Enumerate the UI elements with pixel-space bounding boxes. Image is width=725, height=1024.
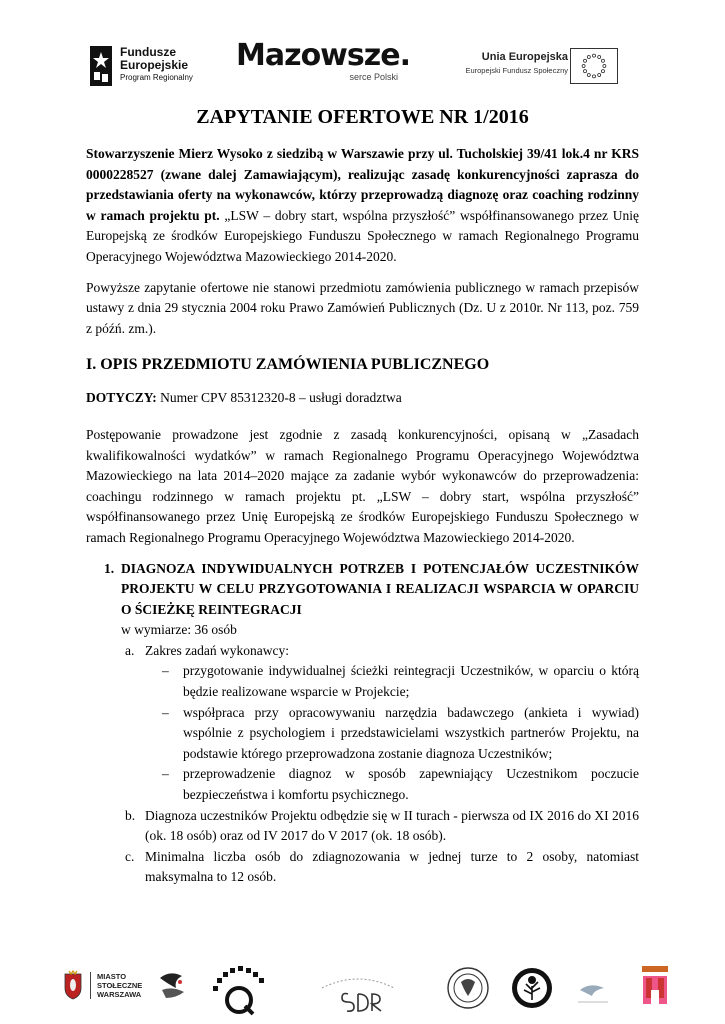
task-item <box>158 703 639 765</box>
unia-europejska-logo <box>462 48 644 88</box>
task-item <box>158 661 639 702</box>
sub-item-text: Diagnoza uczestników Projektu odbędzie się w II turach - pierwsza od IX 2016 do XI 2016 (ok. 18 osób) oraz od IV 2017 do V 2017 (ok. 18 osób). <box>145 807 639 844</box>
mazowsze-title: Mazowsze. <box>236 38 410 73</box>
fe-line1: Fundusze <box>120 45 176 59</box>
mazowsze-subtitle: serce Polski <box>349 72 398 82</box>
footer-logos <box>60 964 680 1020</box>
task-dash: – <box>162 663 169 679</box>
document-title: ZAPYTANIE OFERTOWE NR 1/2016 <box>196 106 529 128</box>
eu-flag-icon <box>570 48 618 84</box>
sub-item-label: a. <box>125 642 135 658</box>
task-dash: – <box>162 704 169 720</box>
intro-bold-text: Stowarzyszenie Mierz Wysoko z siedzibą w Warszawie przy ul. Tucholskiej 39/41 lok.4 nr KRS 0000228527 (zwane dalej Zamawiającym), realizując zasadę konkurencyjności zaprasza do przedstawiania oferty na wykonawców, którzy przeprowadzą diagnozę oraz coaching rodzinny w ramach projektu pt. <box>86 146 639 223</box>
task-text: współpraca przy opracowywaniu narzędzia badawczego (ankieta i wywiad) wspólnie z psychologiem i przedstawicielami wszystkich partnerów Projektu, na podstawie którego przeprowadzona zostanie diagnoza Uczestników; <box>183 704 639 761</box>
concerns-line <box>86 388 639 409</box>
list-item <box>104 559 639 889</box>
warszawa-logo <box>90 972 150 999</box>
task-dash: – <box>162 766 169 782</box>
tree-emblem-icon <box>510 966 554 1010</box>
list-item-heading: DIAGNOZA INDYWIDUALNYCH POTRZEB I POTENCJAŁÓW UCZESTNIKÓW PROJEKTU W CELU PRZYGOTOWANIA I REALIZACJI WSPARCIA W OPARCIU O ŚCIEŻKĘ REINTEGRACJI <box>121 560 639 617</box>
sub-item-a <box>125 641 639 806</box>
sub-item-c <box>125 847 639 888</box>
procedure-paragraph: Postępowanie prowadzone jest zgodnie z zasadą konkurencyjności, opisaną w „Zasadach kwalifikowalności wydatków” w ramach Regionalnego Programu Operacyjnego Województwa Mazowieckiego na lata 2014–2020 mające za zadanie wybór wykonawców do przeprowadzenia: coachingu rodzinnego w ramach projektu pt. „LSW – dobry start, wspólna przyszłość” współfinansowanego przez Unię Europejską ze środków Europejskiego Funduszu Społecznego w ramach Regionalnego Programu Operacyjnego Województwa Mazowieckiego 2014-2020. <box>86 426 639 545</box>
sub-item-text: Minimalna liczba osób do zdiagnozowania w jednej turze to 2 osoby, natomiast maksymalna to 12 osób. <box>145 848 639 885</box>
task-text: przygotowanie indywidualnej ścieżki reintegracji Uczestników, w oparciu o którą będzie realizowane wsparcie w Projekcie; <box>183 663 639 700</box>
list-item-scope: w wymiarze: 36 osób <box>121 622 237 638</box>
warsaw-crest-icon <box>63 970 83 1000</box>
msw-line3: WARSZAWA <box>97 990 142 999</box>
ue-line1: Unia Europejska <box>481 51 568 63</box>
zmiana-logo-icon <box>203 964 275 1016</box>
intro-paragraph <box>86 144 639 268</box>
fe-line3: Program Regionalny <box>120 73 193 82</box>
fe-star-icon <box>90 46 112 86</box>
header-logos <box>84 38 644 94</box>
sub-item-b <box>125 806 639 847</box>
task-item <box>158 764 639 805</box>
mazowsze-logo <box>230 38 416 92</box>
fe-line2: Europejskie <box>120 58 189 72</box>
small-bird-logo-icon <box>574 978 612 1008</box>
msw-line1: MIASTO <box>97 972 127 981</box>
numbered-list <box>104 559 639 889</box>
castle-logo-icon <box>640 964 670 1008</box>
ue-line2: Europejski Fundusz Społeczny <box>465 66 568 75</box>
partner-bird-logo-icon <box>156 968 190 1004</box>
concerns-label: DOTYCZY: <box>86 390 157 406</box>
section-heading: I. OPIS PRZEDMIOTU ZAMÓWIENIA PUBLICZNEGO <box>86 356 490 374</box>
sub-item-label: c. <box>125 848 135 864</box>
concerns-value: Numer CPV 85312320-8 – usługi doradztwa <box>156 390 402 406</box>
fundusze-europejskie-logo <box>90 44 230 88</box>
sub-item-label: b. <box>125 807 136 823</box>
ring-emblem-icon <box>446 966 490 1010</box>
task-list <box>158 661 639 805</box>
msw-line2: STOŁECZNE <box>97 981 143 990</box>
sub-list <box>125 641 639 888</box>
disclaimer-paragraph: Powyższe zapytanie ofertowe nie stanowi przedmiotu zamówienia publicznego w ramach przepisów ustawy z dnia 29 stycznia 2004 roku Prawo Zamówień Publicznych (Dz. U z 2010r. Nr 113, poz. 759 z późń. zm.). <box>86 279 639 336</box>
intro-rest-text: „LSW – dobry start, wspólna przyszłość” współfinansowanego przez Unię Europejską ze środków Europejskiego Funduszu Społecznego w ramach Regionalnego Programu Operacyjnego Województwa Mazowieckiego 2014-2020. <box>86 207 639 264</box>
list-item-number: 1. <box>104 560 115 576</box>
task-text: przeprowadzenie diagnoz w sposób zapewniający Uczestnikom poczucie bezpieczeństwa i komfortu psychicznego. <box>183 766 639 803</box>
sub-item-text: Zakres zadań wykonawcy: <box>145 642 289 658</box>
sdr-logo-icon <box>308 968 408 1014</box>
document-body <box>86 104 639 888</box>
